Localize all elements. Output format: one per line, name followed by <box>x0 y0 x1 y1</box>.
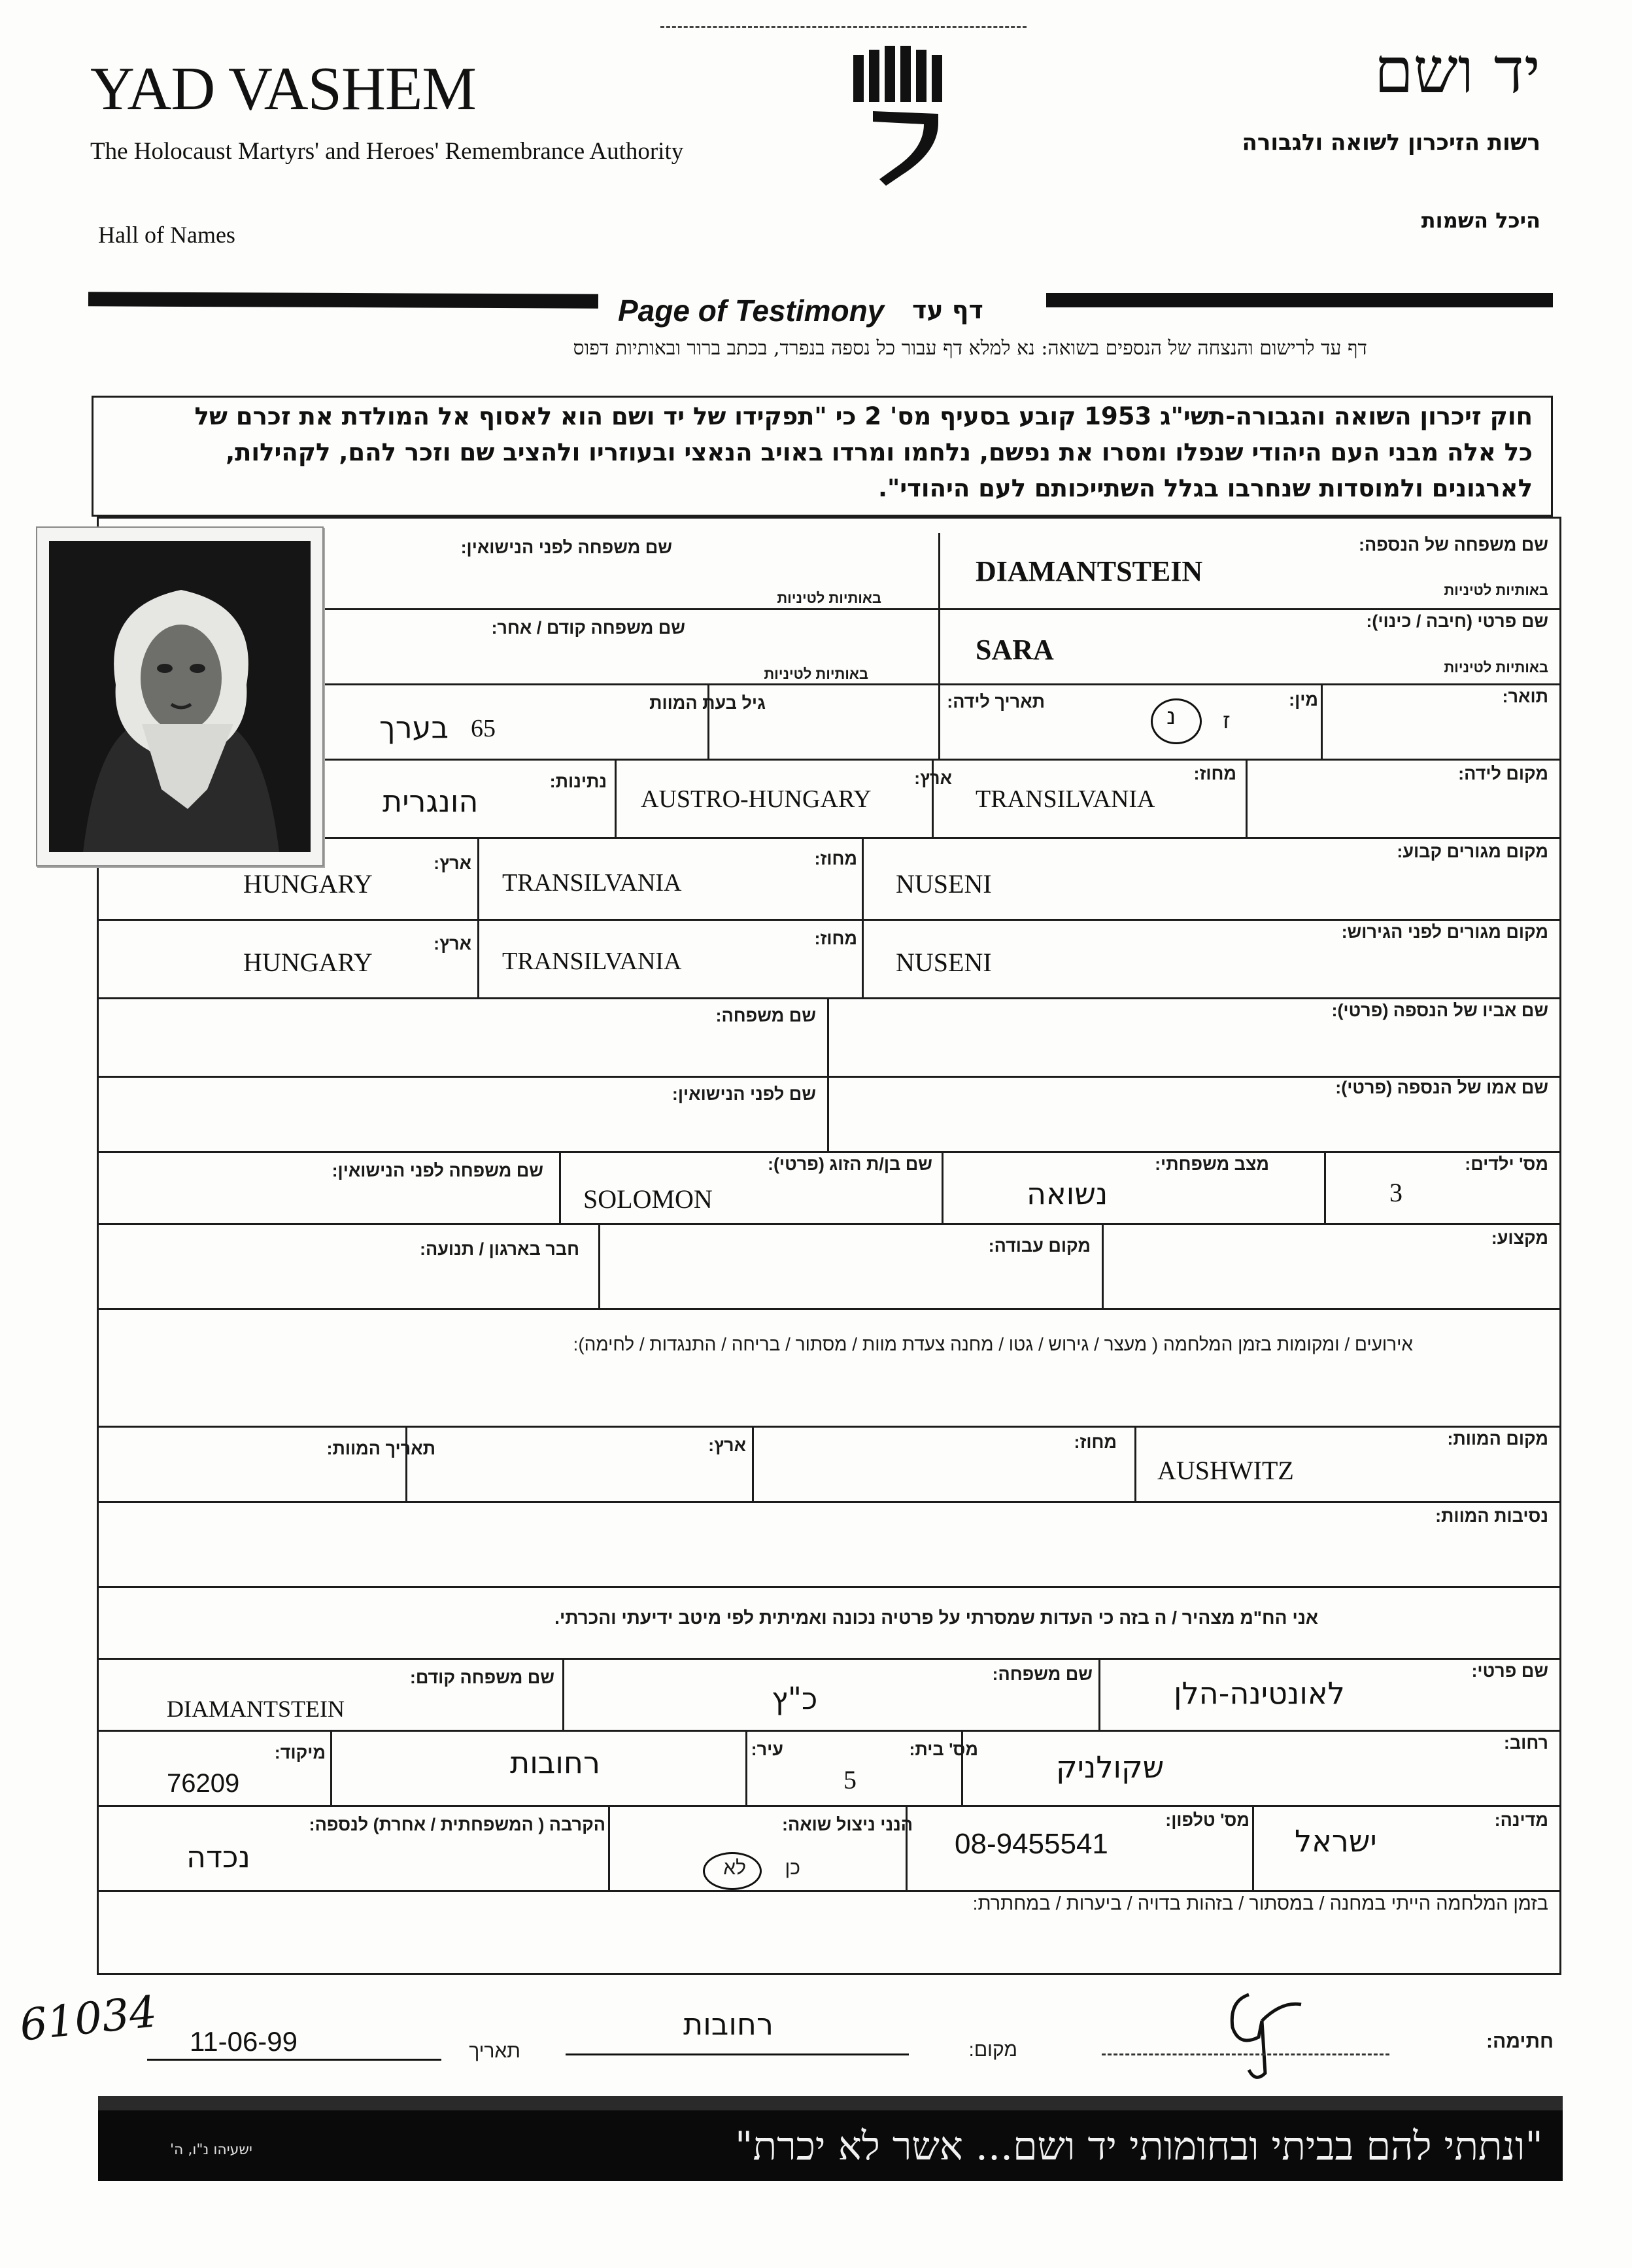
latin-letters-note: באותיות לטיניות <box>764 666 868 682</box>
perm-region-value[interactable]: TRANSILVANIA <box>502 869 682 897</box>
place-line <box>566 2053 909 2055</box>
marital-status-label: מצב משפחתי: <box>1155 1154 1269 1174</box>
death-country-label: ארץ: <box>708 1435 746 1455</box>
rule <box>942 1151 944 1223</box>
law-line-2: כל אלה מבני העם היהודי שנפלו ומסרו את נפשם, נלחמו ומרדו באויב הנאצי ובעוזריו ולהציב שם וזכר להם, לקהילות, <box>226 438 1533 466</box>
spouse-name-value[interactable]: SOLOMON <box>583 1184 713 1214</box>
footer-date-value[interactable]: 11-06-99 <box>190 2026 298 2057</box>
gender-value: נ <box>1166 703 1176 730</box>
survivor-label: הנני ניצול שואה: <box>781 1815 913 1834</box>
rule <box>97 919 1561 921</box>
rule <box>97 1223 1561 1225</box>
rule <box>598 1223 600 1308</box>
maiden-name-label: שם משפחה לפני הנישואין: <box>460 538 672 557</box>
death-date-label: תאריך המוות: <box>326 1439 435 1458</box>
birth-region-value[interactable]: TRANSILVANIA <box>976 785 1155 813</box>
header-bar-right <box>1046 293 1553 307</box>
zip-value[interactable]: 76209 <box>167 1769 240 1798</box>
org-name-he: יד ושם <box>1374 34 1540 107</box>
victim-photo <box>36 526 324 867</box>
header-bar-left <box>88 292 598 308</box>
state-label: מדינה: <box>1494 1810 1548 1830</box>
rule <box>97 1890 1561 1892</box>
submitter-family-name-value[interactable]: כ"ץ <box>772 1681 818 1716</box>
gender-option-male: ז <box>1223 708 1231 734</box>
birth-date-label: תאריך לידה: <box>947 692 1045 712</box>
birth-place-label: מקום לידה: <box>1458 764 1548 783</box>
rule <box>559 1151 561 1223</box>
perm-country-value[interactable]: HUNGARY <box>243 869 373 899</box>
rule <box>320 683 1561 685</box>
perm-residence-label: מקום מגורים קבוע: <box>1397 842 1548 861</box>
law-line-3: לארגונים ולמוסדות שנחרבו בגלל השתייכותם לעם היהודי". <box>877 474 1533 502</box>
signature-line <box>1102 2053 1389 2055</box>
wartime-status-label: בזמן המלחמה הייתי במחנה / במסתור / בזהות בדויה / ביערות / במחתרת: <box>972 1893 1548 1914</box>
prev-family-name-label: שם משפחה קודם / אחר: <box>491 618 685 638</box>
declaration-text: אני הח"מ מצהיר / ה בזה כי העדות שמסרתי על פרטיה נכונה ואמיתית לפי מיטב ידיעתי והכרתי. <box>554 1607 1318 1628</box>
birth-country-value[interactable]: AUSTRO-HUNGARY <box>641 785 872 813</box>
law-line-1: חוק זיכרון השואה והגבורה-תשי"ג 1953 קובע בסעיף מס' 2 כי "תפקידו של יד ושם הוא לאסוף אל המולדת את זכרם של <box>194 402 1533 430</box>
zip-label: מיקוד: <box>274 1743 326 1762</box>
perm-region-label: מחוז: <box>814 849 857 868</box>
rule <box>477 837 479 997</box>
latin-letters-note: באותיות לטיניות <box>1444 582 1548 598</box>
file-number: 61034 <box>17 1986 160 2051</box>
menorah-logo-icon <box>840 41 951 198</box>
age-value[interactable]: 65 <box>471 715 496 742</box>
marital-status-value[interactable]: נשואה <box>1027 1176 1108 1211</box>
first-name-value[interactable]: SARA <box>976 634 1054 666</box>
rule <box>827 997 829 1151</box>
org-member-label: חבר בארגון / תנועה: <box>420 1239 579 1259</box>
rule <box>405 1426 407 1501</box>
spouse-name-label: שם בן/ת הזוג (פרטי): <box>767 1154 932 1174</box>
rule <box>97 1501 1561 1503</box>
rule <box>1246 759 1248 837</box>
house-number-label: מס' בית: <box>909 1740 978 1759</box>
death-place-value[interactable]: AUSHWITZ <box>1157 1456 1294 1485</box>
place-label: מקום: <box>968 2039 1017 2061</box>
org-subtitle-en: The Holocaust Martyrs' and Heroes' Remembrance Authority <box>90 138 684 165</box>
first-name-label: שם פרטי (חיבה / כינוי): <box>1366 611 1548 631</box>
form-title-en: Page of Testimony <box>618 294 885 328</box>
relation-value[interactable]: נכדה <box>186 1839 250 1874</box>
prev-city-value[interactable]: NUSENI <box>896 948 992 977</box>
death-circumstances-label: נסיבות המוות: <box>1435 1506 1548 1526</box>
rule <box>320 608 1561 610</box>
rule <box>97 1426 1561 1428</box>
rule <box>862 837 864 997</box>
portrait-image <box>37 528 322 865</box>
birth-country-label: ארץ: <box>914 768 952 788</box>
perm-country-label: ארץ: <box>434 853 471 873</box>
mother-maiden-name-label: שם לפני הנישואין: <box>672 1084 816 1104</box>
prev-region-value[interactable]: TRANSILVANIA <box>502 948 682 975</box>
workplace-label: מקום עבודה: <box>988 1236 1091 1256</box>
rule <box>562 1658 564 1730</box>
survivor-answer-value: לא <box>723 1857 746 1879</box>
org-name-en: YAD VASHEM <box>90 55 476 123</box>
date-label: תאריך <box>469 2040 520 2062</box>
org-subtitle-he: רשות הזיכרון לשואה ולגבורה <box>1242 129 1540 156</box>
rule <box>97 1805 1561 1807</box>
submitter-prev-name-value[interactable]: DIAMANTSTEIN <box>167 1696 345 1722</box>
perm-city-value[interactable]: NUSENI <box>896 869 992 899</box>
nationality-value[interactable]: הונגרית <box>382 783 479 819</box>
rule <box>1252 1805 1254 1890</box>
rule <box>1098 1658 1100 1730</box>
form-instruction: דף עד לרישום והנצחה של הנספים בשואה: נא למלא דף עבור כל נספה בנפרד, בכתב ברור ובאותיות דפוס <box>573 337 1367 360</box>
rule <box>938 533 940 759</box>
prev-region-label: מחוז: <box>814 929 857 948</box>
submitter-first-name-value[interactable]: לאונטינה-הלן <box>1174 1675 1345 1711</box>
family-name-label: שם משפחה של הנספה: <box>1358 535 1548 555</box>
children-value[interactable]: 3 <box>1389 1178 1402 1207</box>
quote-text: "ונתתי להם בביתי ובחומותי יד ושם... אשר לא יכרת" <box>734 2123 1543 2169</box>
title-label: תואר: <box>1502 687 1548 706</box>
submitter-prev-name-label: שם משפחה קודם: <box>409 1668 554 1687</box>
rule <box>1324 1151 1326 1223</box>
rule <box>330 1730 332 1805</box>
age-at-death-label: גיל בעת המוות <box>649 693 766 713</box>
phone-label: מס' טלפון: <box>1165 1810 1250 1830</box>
prev-country-label: ארץ: <box>434 934 471 954</box>
rule <box>97 1308 1561 1310</box>
rule <box>1134 1426 1136 1501</box>
nationality-label: נתינות: <box>549 772 607 791</box>
survivor-yes-option: כן <box>785 1857 800 1879</box>
rule <box>1321 683 1323 759</box>
birth-region-label: מחוז: <box>1193 764 1236 783</box>
quote-bar <box>98 2096 1563 2181</box>
latin-letters-note: באותיות לטיניות <box>777 590 881 606</box>
latin-letters-note: באותיות לטיניות <box>1444 659 1548 676</box>
prev-country-value[interactable]: HUNGARY <box>243 948 373 977</box>
profession-label: מקצוע: <box>1491 1228 1548 1248</box>
rule <box>97 1658 1561 1660</box>
submitter-family-name-label: שם משפחה: <box>992 1664 1093 1684</box>
quote-reference: ישעיהו נ"ו, ה' <box>170 2142 252 2158</box>
rule <box>97 1151 1561 1153</box>
death-region-label: מחוז: <box>1074 1432 1117 1452</box>
age-approx-value: בערך <box>379 710 449 745</box>
rule <box>615 759 617 837</box>
spouse-maiden-label: שם משפחה לפני הנישואין: <box>332 1161 543 1180</box>
wartime-events-label: אירועים / ומקומות בזמן המלחמה ( מעצר / גירוש / גטו / מחנה צעדת מוות / מסתור / בריחה / התנגדות / לחימה): <box>573 1334 1413 1354</box>
signature-label: חתימה: <box>1486 2031 1554 2052</box>
death-place-label: מקום המוות: <box>1447 1429 1548 1449</box>
children-label: מס' ילדים: <box>1465 1154 1548 1174</box>
gender-label: מין: <box>1289 690 1318 710</box>
form-title-he: דף עד <box>912 296 983 324</box>
phone-value[interactable]: 08-9455541 <box>955 1828 1108 1860</box>
rule <box>1102 1223 1104 1308</box>
street-value[interactable]: שקולניק <box>1056 1749 1164 1785</box>
relation-label: הקרבה ( המשפחתית / אחרת) לנספה: <box>309 1815 605 1834</box>
rule <box>608 1805 610 1890</box>
rule <box>97 1730 1561 1732</box>
state-value[interactable]: ישראל <box>1295 1823 1377 1859</box>
quote-bar-stripe <box>98 2096 1563 2110</box>
hall-of-names-en: Hall of Names <box>98 222 235 248</box>
family-name-value[interactable]: DIAMANTSTEIN <box>976 555 1203 587</box>
house-number-value[interactable]: 5 <box>843 1765 857 1795</box>
rule <box>97 997 1561 999</box>
prev-residence-label: מקום מגורים לפני הגירוש: <box>1341 922 1548 942</box>
city-label: עיר: <box>751 1740 783 1759</box>
rule <box>97 1586 1561 1588</box>
hall-of-names-he: היכל השמות <box>1421 208 1540 233</box>
mother-name-label: שם אמו של הנספה (פרטי): <box>1335 1078 1548 1097</box>
footer-place-value[interactable]: רחובות <box>683 2006 774 2042</box>
submitter-first-name-label: שם פרטי: <box>1471 1661 1548 1681</box>
street-label: רחוב: <box>1503 1733 1548 1753</box>
gender-selected-circle[interactable] <box>1151 698 1202 744</box>
father-name-label: שם אביו של הנספה (פרטי): <box>1331 1001 1548 1020</box>
rule <box>752 1426 754 1501</box>
father-family-name-label: שם משפחה: <box>715 1006 816 1025</box>
signature-mark[interactable] <box>1203 1975 1334 2086</box>
rule <box>320 759 1561 761</box>
date-line <box>147 2059 441 2061</box>
city-value[interactable]: רחובות <box>510 1745 600 1780</box>
rule <box>745 1730 747 1805</box>
cut-line <box>660 26 1027 28</box>
